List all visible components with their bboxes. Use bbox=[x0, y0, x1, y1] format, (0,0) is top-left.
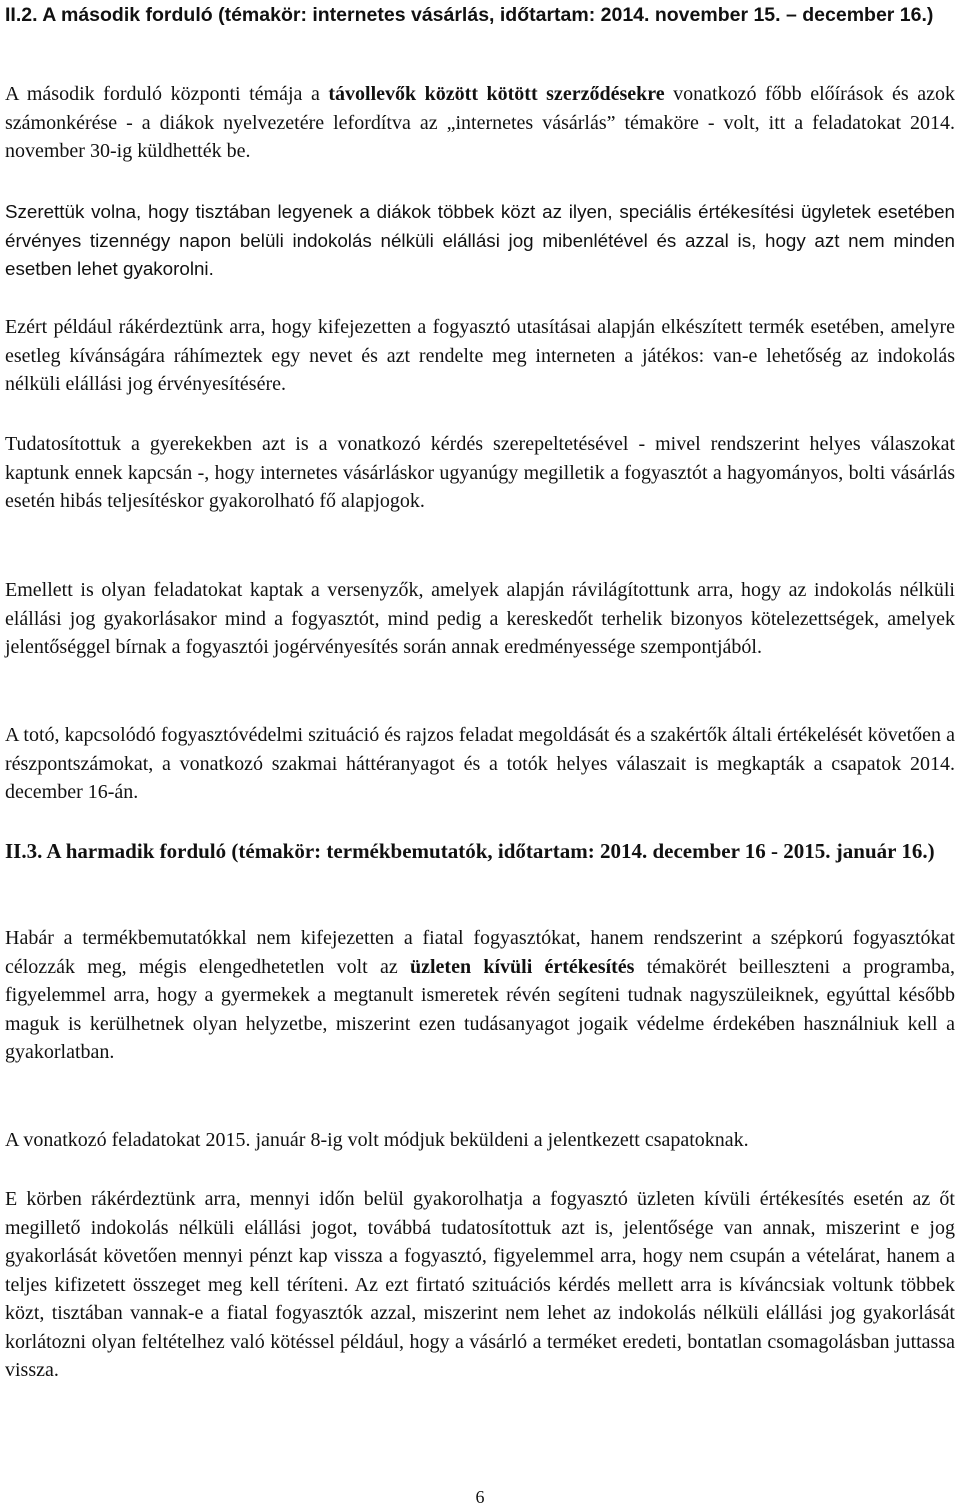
section-2-paragraph-1 bbox=[5, 80, 955, 166]
section-2-paragraph-4: Tudatosítottuk a gyerekekben azt is a vonatkozó kérdés szerepeltetésével - mivel rendszerint helyes válaszokat kaptunk ennek kapcsán -, hogy internetes vásárláskor ugyanúgy megilletik a fogyasztót a hagyományos, bolti vásárlás esetén hibás teljesítéskor gyakorolható fő alapjogok. bbox=[5, 433, 955, 512]
section-2-paragraph-6: A totó, kapcsolódó fogyasztóvédelmi szituáció és rajzos feladat megoldását és a szakértők általi értékelését követően a részpontszámokat, a vonatkozó szakmai háttéranyagot és a totók helyes válaszait is megkapták a csapatok 2014. december 16-án. bbox=[5, 724, 955, 803]
s3p1-text-b: témakörét beilleszteni a programba, figyelemmel arra, hogy a gyermekek a megtanult ismeretek révén segíteni tudnak nagyszüleiknek, egyúttal később maguk is kerülhetnek olyan helyzetbe, miszerint ezen tudásanyagot jogaik védelme érdekében használniuk kell a gyakorlatban. bbox=[5, 955, 956, 1063]
section-2-heading: II.2. A második forduló (témakör: internetes vásárlás, időtartam: 2014. november 15. – december 16.) bbox=[5, 4, 934, 26]
p1-text-a: A második forduló központi témája a bbox=[5, 83, 329, 105]
document-page bbox=[5, 0, 955, 1509]
page-number: 6 bbox=[475, 1487, 485, 1507]
section-2-paragraph-2: Szerettük volna, hogy tisztában legyenek a diákok többek közt az ilyen, speciális értékesítési ügyletek esetében érvényes tizennégy napon belüli indokolás nélküli elállási jog mibenlétével és azzal is, hogy azt nem minden esetben lehet gyakorolni. bbox=[5, 201, 955, 279]
s3p1-bold-term: üzleten kívüli értékesítés bbox=[410, 955, 635, 978]
section-2-paragraph-5: Emellett is olyan feladatokat kaptak a versenyzők, amelyek alapján rávilágítottunk arra, hogy az indokolás nélküli elállási jog gyakorlásakor mind a fogyasztót, mind pedig a kereskedőt terhelik bizonyos kötelezettségek, amelyek jelentőséggel bírnak a fogyasztói jogérvényesítés során annak eredményessége szempontjából. bbox=[5, 579, 955, 658]
section-2-paragraph-3: Ezért például rákérdeztünk arra, hogy kifejezetten a fogyasztó utasításai alapján elkészített termék esetében, amelyre esetleg kívánságára ráhímeztek egy nevet és azt rendelte meg interneten a játékos: van-e lehetőség az indokolás nélküli elállási jog érvényesítésére. bbox=[5, 316, 955, 395]
section-3-paragraph-3: E körben rákérdeztünk arra, mennyi időn belül gyakorolhatja a fogyasztó üzleten kívüli értékesítés esetén az őt megillető indokolás nélküli elállási jogot, továbbá tudatosítottuk azt is, jelentősége van annak, miszerint e jog gyakorlását követően mennyi pénzt kap vissza a fogyasztó, figyelemmel arra, hogy nem csupán a vételárat, hanem a teljes kifizetett összeget meg kell téríteni. Az ezt firtató szituációs kérdés mellett arra is kíváncsiak voltunk többek közt, tisztában vannak-e a fiatal fogyasztók azzal, miszerint nem lehet az indokolás nélküli elállási jog gyakorlását korlátozni olyan feltételhez való kötéssel például, hogy a vásárló a terméket eredeti, bontatlan csomagolásban juttassa vissza. bbox=[5, 1188, 955, 1381]
section-3-paragraph-1 bbox=[5, 924, 955, 1067]
section-3-paragraph-2: A vonatkozó feladatokat 2015. január 8-ig volt módjuk beküldeni a jelentkezett csapatoknak. bbox=[5, 1129, 749, 1151]
s3p1-text-a: Habár a termékbemutatókkal nem kifejezetten a fiatal fogyasztókat, hanem rendszerint a szépkorú fogyasztókat célozzák meg, mégis elengedhetetlen volt az bbox=[5, 927, 955, 978]
p1-text-b: vonatkozó főbb előírások és azok számonkérése - a diákok nyelvezetére lefordítva az „internetes vásárlás” témaköre - volt, itt a feladatokat 2014. november 30-ig küldhették be. bbox=[5, 83, 955, 162]
section-3-heading: II.3. A harmadik forduló (témakör: termékbemutatók, időtartam: 2014. december 16 - 2015. január 16.) bbox=[5, 839, 935, 863]
p1-bold-term: távollevők között kötött szerződésekre bbox=[328, 83, 665, 105]
